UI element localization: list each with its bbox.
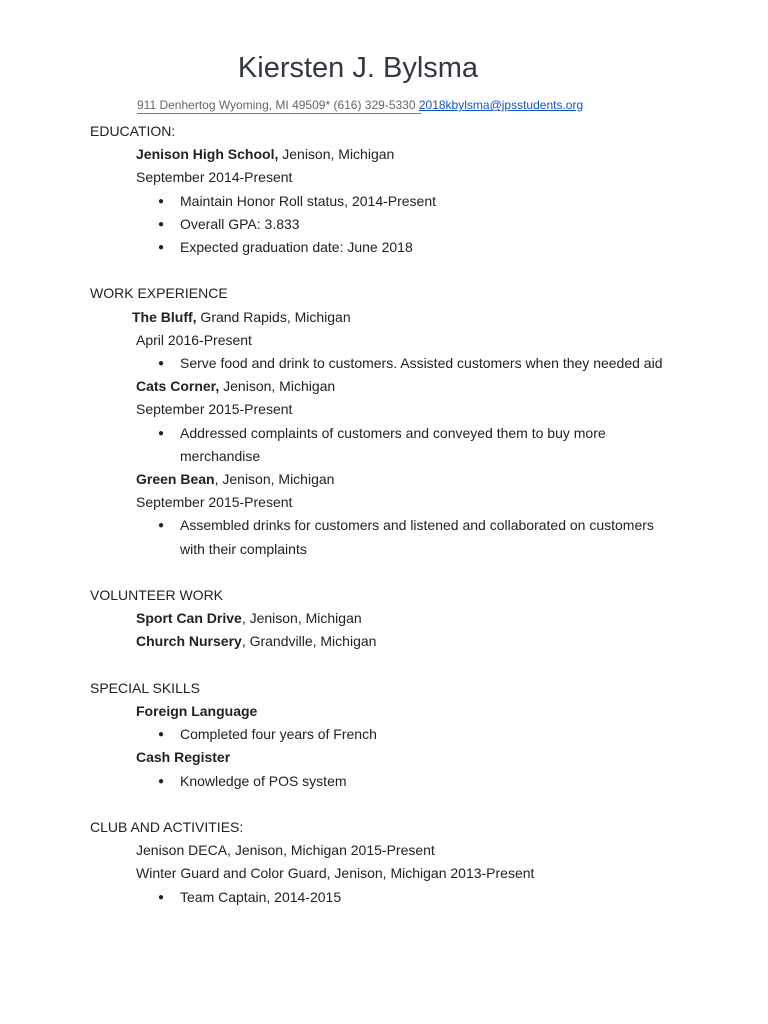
job-employer: The Bluff, xyxy=(132,308,197,325)
volunteer-name: Church Nursery xyxy=(136,633,242,650)
job-employer-line xyxy=(90,375,730,398)
volunteer-name: Sport Can Drive xyxy=(136,610,242,627)
contact-underline xyxy=(137,113,421,114)
resume-name: Kiersten J. Bylsma xyxy=(237,52,479,84)
job-employer-line xyxy=(90,468,730,491)
volunteer-location: , Grandville, Michigan xyxy=(241,633,377,650)
list-item: ● Serve food and drink to customers. Assisted customers when they needed aid xyxy=(180,352,730,375)
job-employer-line xyxy=(90,306,730,329)
education-dates: September 2014-Present xyxy=(136,169,293,186)
list-item: ● Maintain Honor Roll status, 2014-Present xyxy=(180,190,730,213)
list-item: ● Addressed complaints of customers and conveyed them to buy more merchandise xyxy=(180,422,640,468)
job-dates: April 2016-Present xyxy=(136,331,252,348)
job-bullets xyxy=(90,514,730,560)
job-location: Grand Rapids, Michigan xyxy=(196,308,351,325)
job-dates: September 2015-Present xyxy=(136,494,293,511)
clubs-heading: CLUB AND ACTIVITIES: xyxy=(90,819,244,836)
contact-line xyxy=(137,95,583,115)
club-bullets xyxy=(90,886,730,909)
volunteer-item xyxy=(90,607,730,630)
contact-address-phone: 911 Denhertog Wyoming, MI 49509* (616) 329-5330 xyxy=(137,98,416,112)
club-item: Jenison DECA, Jenison, Michigan 2015-Present xyxy=(136,842,435,859)
club-item: Winter Guard and Color Guard, Jenison, Michigan 2013-Present xyxy=(136,865,535,882)
email-link[interactable]: 2018kbylsma@jpsstudents.org xyxy=(418,98,584,112)
education-bullets xyxy=(90,190,730,260)
job-location: Jenison, Michigan xyxy=(219,378,336,395)
education-school-line xyxy=(90,143,730,166)
work-heading: WORK EXPERIENCE xyxy=(90,285,228,302)
resume-body xyxy=(90,120,730,909)
list-item: ● Team Captain, 2014-2015 xyxy=(180,886,730,909)
education-heading: EDUCATION: xyxy=(90,123,176,139)
skill-name: Foreign Language xyxy=(136,703,258,720)
list-item: ● Completed four years of French xyxy=(180,723,730,746)
job-location: , Jenison, Michigan xyxy=(214,471,335,488)
list-item: ● Expected graduation date: June 2018 xyxy=(180,236,730,259)
volunteer-heading: VOLUNTEER WORK xyxy=(90,587,224,604)
school-name: Jenison High School, xyxy=(136,146,279,163)
job-bullets xyxy=(90,352,730,375)
volunteer-item xyxy=(90,630,730,653)
list-item: ● Overall GPA: 3.833 xyxy=(180,213,730,236)
list-item: ● Knowledge of POS system xyxy=(180,770,730,793)
job-bullets xyxy=(90,422,730,468)
school-location: Jenison, Michigan xyxy=(278,146,395,163)
skill-bullets xyxy=(90,770,730,793)
skill-name: Cash Register xyxy=(136,749,231,766)
job-employer: Cats Corner, xyxy=(136,378,220,395)
job-employer: Green Bean xyxy=(136,471,215,488)
skill-bullets xyxy=(90,723,730,746)
volunteer-location: , Jenison, Michigan xyxy=(241,610,362,627)
job-dates: September 2015-Present xyxy=(136,401,293,418)
skills-heading: SPECIAL SKILLS xyxy=(90,679,200,696)
list-item: ● Assembled drinks for customers and listened and collaborated on customers with their complaints xyxy=(180,514,660,560)
